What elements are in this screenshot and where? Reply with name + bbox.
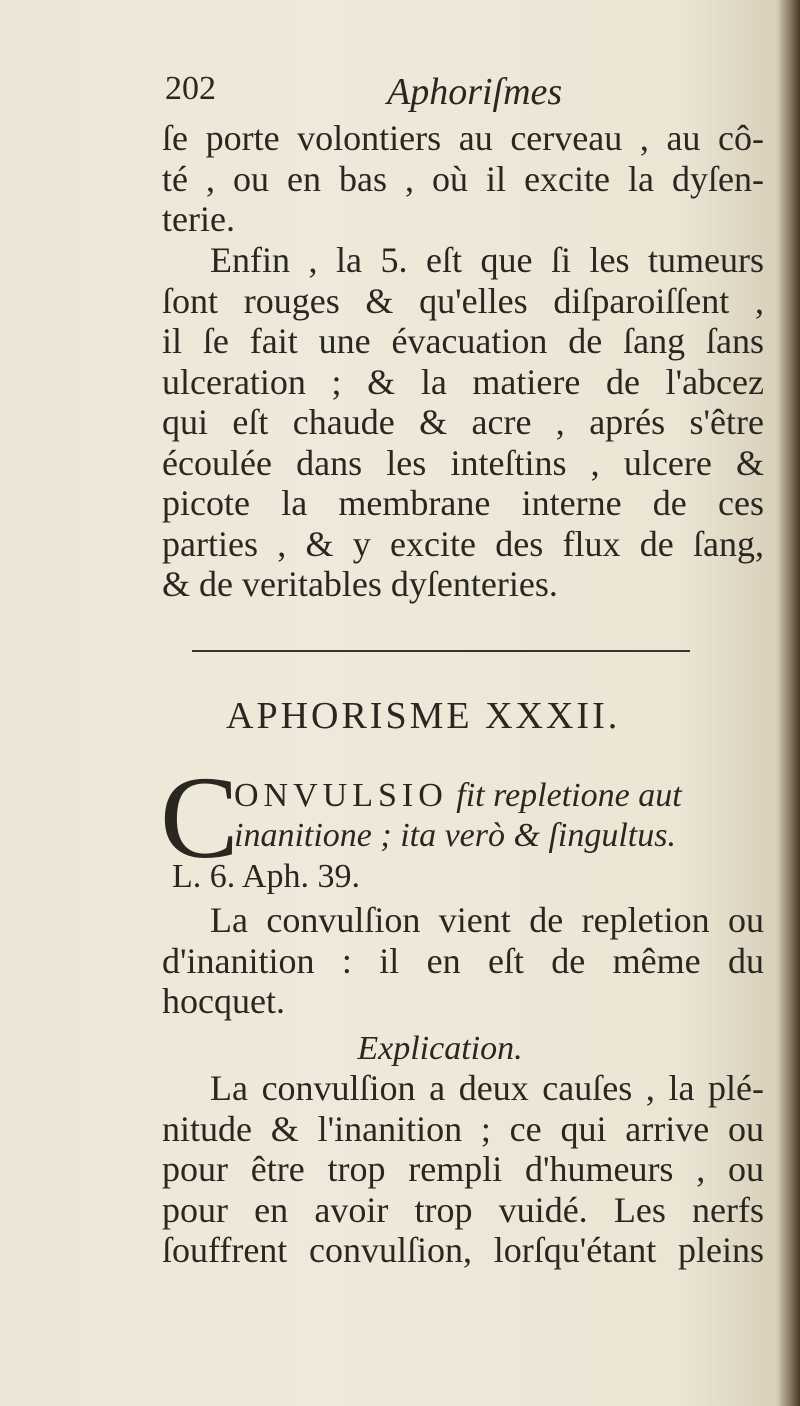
text-line: Enfin , la 5. eſt que ſi les tumeurs xyxy=(210,240,764,280)
explication-title: Explication. xyxy=(357,1030,523,1067)
text-line: terie. xyxy=(162,199,235,239)
text-line: écoulée dans les inteſtins , ulcere & xyxy=(162,442,764,483)
paragraph-continuation xyxy=(162,118,764,240)
text-line: nitude & l'inanition ; ce qui arrive ou xyxy=(162,1108,764,1149)
text-line: il ſe fait une évacuation de ſang ſans xyxy=(162,321,764,361)
text-line: picote la membrane interne de ces xyxy=(162,483,764,523)
text-line: ſe porte volontiers au cerveau , au cô- xyxy=(162,118,764,158)
text-line: pour en avoir trop vuidé. Les nerfs xyxy=(162,1189,764,1230)
paragraph-enfin xyxy=(162,240,764,605)
explication-paragraph xyxy=(162,1068,764,1271)
text-line: pour être trop rempli d'humeurs , ou xyxy=(162,1149,764,1189)
latin-aphorism xyxy=(162,776,764,856)
page-edge-shadow xyxy=(778,0,800,1406)
text-line: té , ou en bas , où il excite la dyſen- xyxy=(162,158,764,199)
section-divider xyxy=(192,650,690,652)
text-line: ſouffrent convulſion, lorſqu'étant pleins xyxy=(162,1230,764,1270)
page-header xyxy=(165,70,765,112)
text-line: hocquet. xyxy=(162,981,285,1021)
text-line: La convulſion vient de repletion ou xyxy=(210,900,764,940)
latin-line-1 xyxy=(162,776,764,816)
running-title: Aphoriſmes xyxy=(387,71,563,113)
text-line: La convulſion a deux cauſes , la plé- xyxy=(210,1068,764,1108)
latin-line-2: inanitione ; ita verò & ſingultus. xyxy=(234,817,676,854)
aphorism-heading: APHORISME XXXII. xyxy=(226,695,621,737)
text-line: & de veritables dyſenteries. xyxy=(162,564,558,604)
translation-paragraph xyxy=(162,900,764,1022)
text-line: qui eſt chaude & acre , aprés s'être xyxy=(162,402,764,442)
text-line: ſont rouges & qu'elles diſparoiſſent , xyxy=(162,280,764,321)
aphorism-reference: L. 6. Aph. 39. xyxy=(172,858,360,895)
page-number: 202 xyxy=(165,70,216,107)
latin-italic-text: fit repletione aut xyxy=(456,777,682,814)
text-line: d'inanition : il en eſt de même du xyxy=(162,940,764,981)
text-line: parties , & y excite des flux de ſang, xyxy=(162,523,764,564)
drop-cap: C xyxy=(160,752,239,883)
latin-opening-word: ONVULSIO xyxy=(234,777,448,814)
text-line: ulceration ; & la matiere de l'abcez xyxy=(162,361,764,402)
